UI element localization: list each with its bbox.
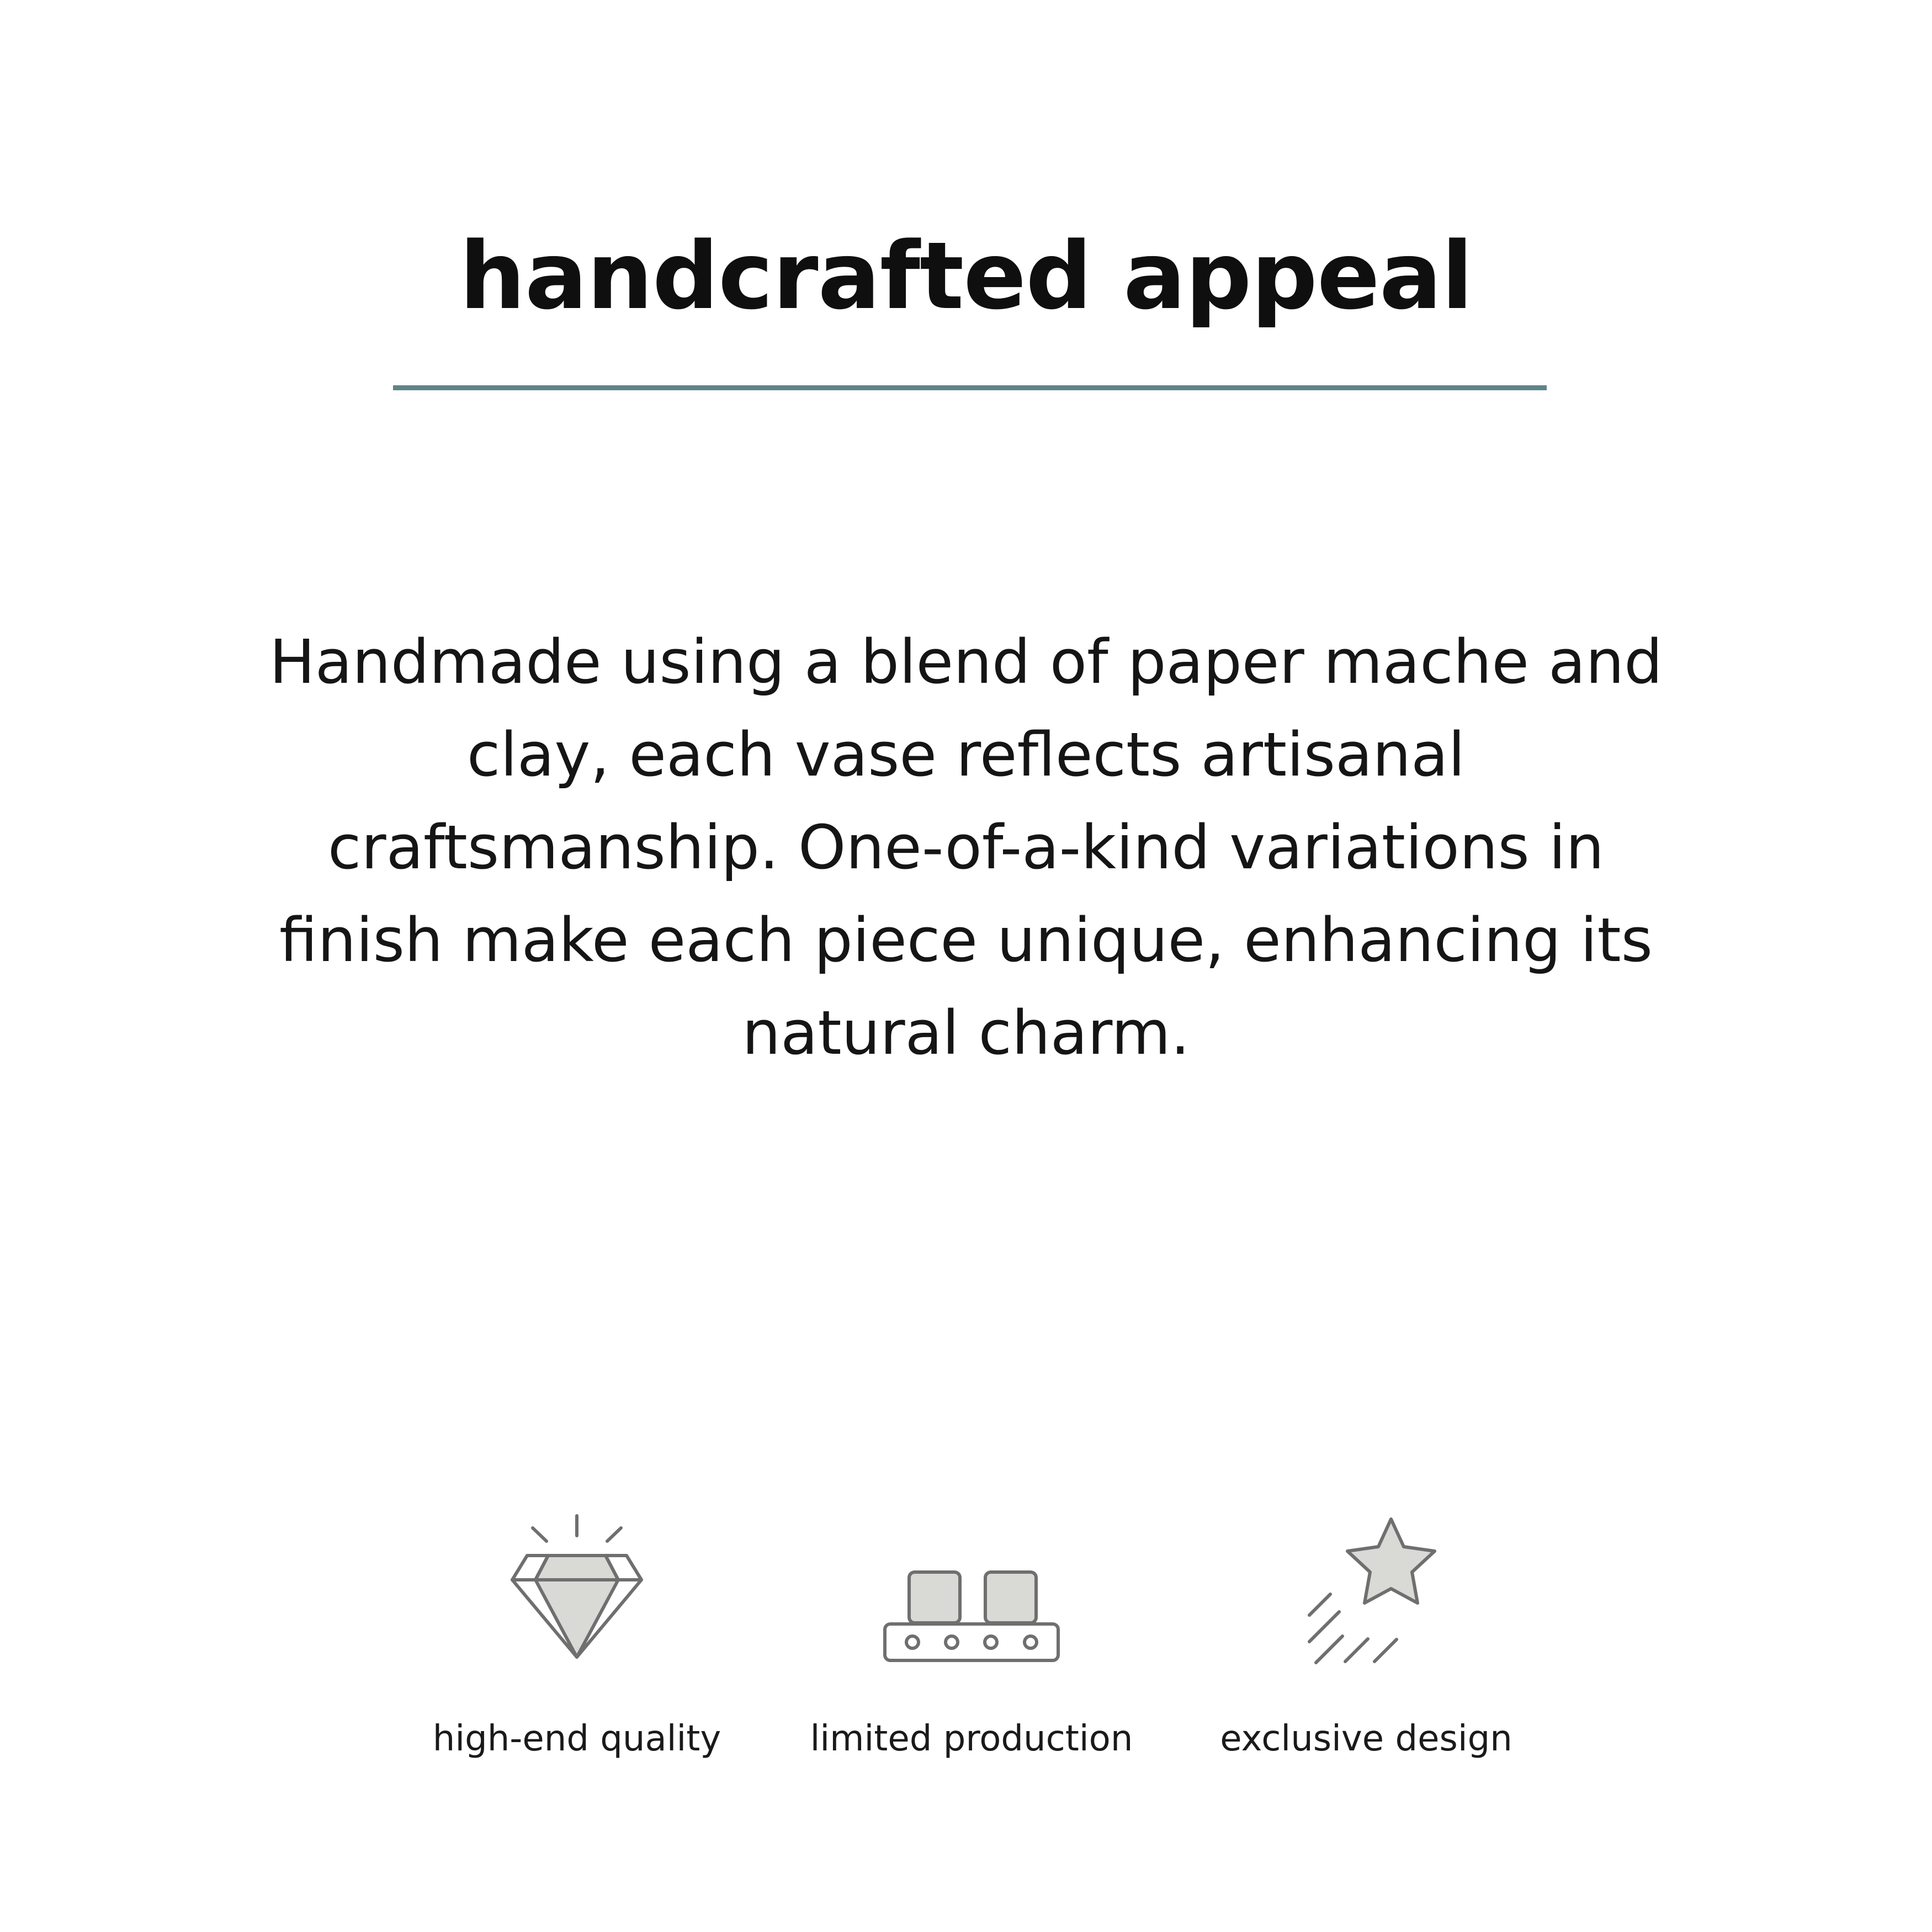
shooting-star-icon — [1242, 1507, 1490, 1689]
description-text: Handmade using a blend of paper mache and clay, each vase reflects artisanal craftsmanship. One-of-a-kind variations in finish make each piece unique, enhancing its natural charm. — [269, 627, 1663, 1068]
feature-label: exclusive design — [1220, 1718, 1512, 1759]
title-divider — [393, 385, 1547, 390]
feature-high-end-quality — [406, 1490, 748, 1777]
feature-limited-production — [800, 1490, 1143, 1777]
feature-label: limited production — [810, 1718, 1133, 1759]
feature-label: high-end quality — [432, 1718, 721, 1759]
diamond-icon — [453, 1507, 701, 1689]
conveyor-icon — [847, 1507, 1096, 1689]
feature-exclusive-design — [1195, 1490, 1537, 1777]
features-row — [0, 1490, 1932, 1777]
page-title: handcrafted appeal — [459, 222, 1473, 330]
